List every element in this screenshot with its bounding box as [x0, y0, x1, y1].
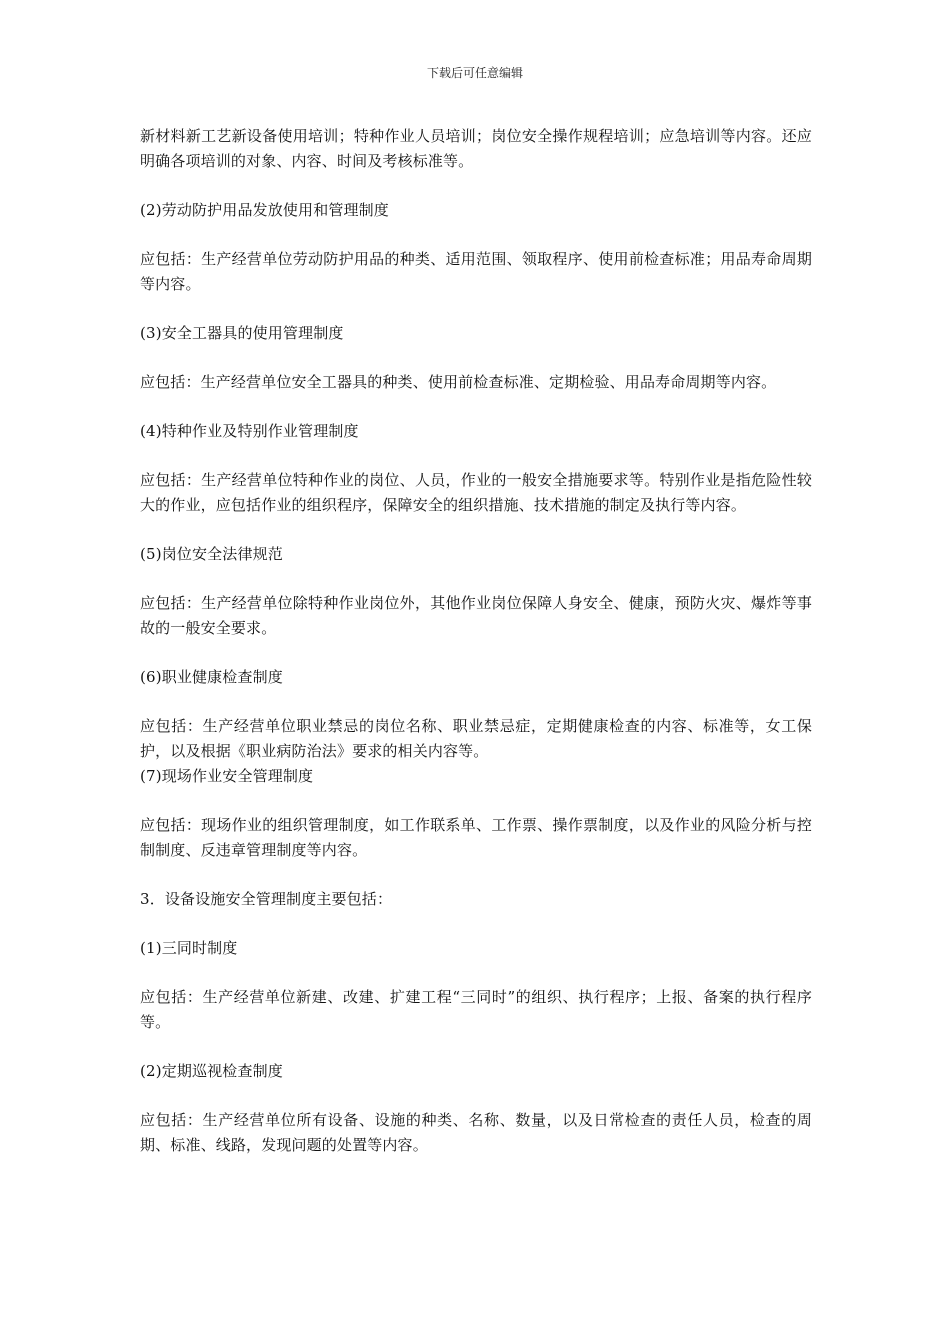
section-heading: (7)现场作业安全管理制度	[140, 767, 314, 785]
paragraph: 应包括：生产经营单位劳动防护用品的种类、适用范围、领取程序、使用前检查标准；用品寿命周期等内容。	[140, 250, 812, 293]
paragraph: 应包括：生产经营单位特种作业的岗位、人员，作业的一般安全措施要求等。特别作业是指危险性较大的作业，应包括作业的组织程序，保障安全的组织措施、技术措施的制定及执行等内容。	[140, 471, 812, 514]
section-heading: (6)职业健康检查制度	[140, 668, 283, 686]
section-heading: (1)三同时制度	[140, 939, 238, 957]
page-header: 下载后可任意编辑	[426, 66, 523, 80]
section-heading: 3．设备设施安全管理制度主要包括：	[140, 890, 393, 908]
section-heading: (3)安全工器具的使用管理制度	[140, 324, 344, 342]
section-heading: (5)岗位安全法律规范	[140, 545, 283, 563]
paragraph: 应包括：生产经营单位安全工器具的种类、使用前检查标准、定期检验、用品寿命周期等内容。	[140, 373, 777, 391]
paragraph: 应包括：生产经营单位新建、改建、扩建工程“三同时”的组织、执行程序；上报、备案的执行程序等。	[140, 988, 812, 1031]
section-heading: (2)劳动防护用品发放使用和管理制度	[140, 201, 389, 219]
section-heading: (4)特种作业及特别作业管理制度	[140, 422, 359, 440]
section-heading: (2)定期巡视检查制度	[140, 1062, 283, 1080]
paragraph: 新材料新工艺新设备使用培训；特种作业人员培训；岗位安全操作规程培训；应急培训等内容。还应明确各项培训的对象、内容、时间及考核标准等。	[140, 127, 812, 170]
paragraph: 应包括：生产经营单位职业禁忌的岗位名称、职业禁忌症，定期健康检查的内容、标准等，女工保护，以及根据《职业病防治法》要求的相关内容等。	[140, 717, 812, 760]
paragraph: 应包括：生产经营单位除特种作业岗位外，其他作业岗位保障人身安全、健康，预防火灾、爆炸等事故的一般安全要求。	[140, 594, 812, 637]
document-body	[140, 124, 812, 1182]
paragraph: 应包括：现场作业的组织管理制度，如工作联系单、工作票、操作票制度，以及作业的风险分析与控制制度、反违章管理制度等内容。	[140, 816, 812, 859]
paragraph: 应包括：生产经营单位所有设备、设施的种类、名称、数量，以及日常检查的责任人员，检查的周期、标准、线路，发现问题的处置等内容。	[140, 1111, 812, 1154]
